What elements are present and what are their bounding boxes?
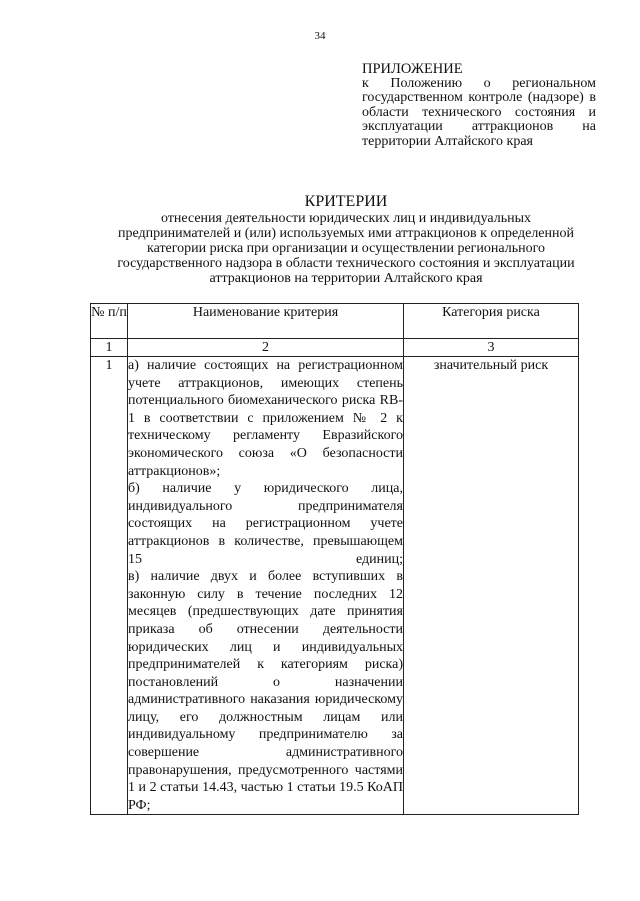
column-number: 3	[404, 339, 579, 357]
appendix-block	[362, 62, 596, 149]
header-number: № п/п	[91, 304, 128, 339]
criterion-cell	[128, 357, 404, 815]
criterion-item-c: в) наличие двух и более вступивших в законную силу в течение последних 12 месяцев (предшествующих дате принятия приказа об отнесении деятельности юридических лиц и индивидуальных предпринимателей к категориям риска) постановлений о назначении административного наказания юридическому лицу, его должностным лицам или индивидуальному предпринимателю за совершение административного правонарушения, предусмотренного частями 1 и 2 статьи 14.43, частью 1 статьи 19.5 КоАП РФ;	[128, 569, 403, 813]
document-title-block	[100, 192, 592, 286]
appendix-heading: ПРИЛОЖЕНИЕ	[362, 61, 463, 77]
document-title: КРИТЕРИИ	[304, 193, 388, 210]
header-risk-category: Категория риска	[404, 304, 579, 339]
header-criterion: Наименование критерия	[128, 304, 404, 339]
column-number-row	[91, 339, 579, 357]
criterion-item-b: б) наличие у юридического лица, индивидуального предпринимателя состоящих на регистрационном учете аттракционов в количестве, превышающем 15 единиц;	[128, 481, 403, 567]
column-number: 2	[128, 339, 404, 357]
page-number: 34	[314, 30, 326, 42]
table-row	[91, 357, 579, 815]
table-header-row	[91, 304, 579, 339]
criteria-table	[90, 303, 579, 815]
document-subtitle: отнесения деятельности юридических лиц и индивидуальных предпринимателей и (или) используемых ими аттракционов к определенной категории риска при организации и осуществлении регионального государственного надзора в области технического состояния и эксплуатации аттракционов на территории Алтайского края	[117, 211, 575, 286]
criterion-item-a: а) наличие состоящих на регистрационном учете аттракционов, имеющих степень потенциального биомеханического риска RB-1 в соответствии с приложением № 2 к техническому регламенту Евразийского экономического союза «О безопасности аттракционов»;	[128, 358, 403, 479]
risk-category-cell: значительный риск	[404, 357, 579, 815]
row-number: 1	[91, 357, 128, 815]
appendix-text: к Положению о региональном государственном контроле (надзоре) в области технического состояния и эксплуатации аттракционов на территории Алтайского края	[362, 75, 596, 149]
column-number: 1	[91, 339, 128, 357]
